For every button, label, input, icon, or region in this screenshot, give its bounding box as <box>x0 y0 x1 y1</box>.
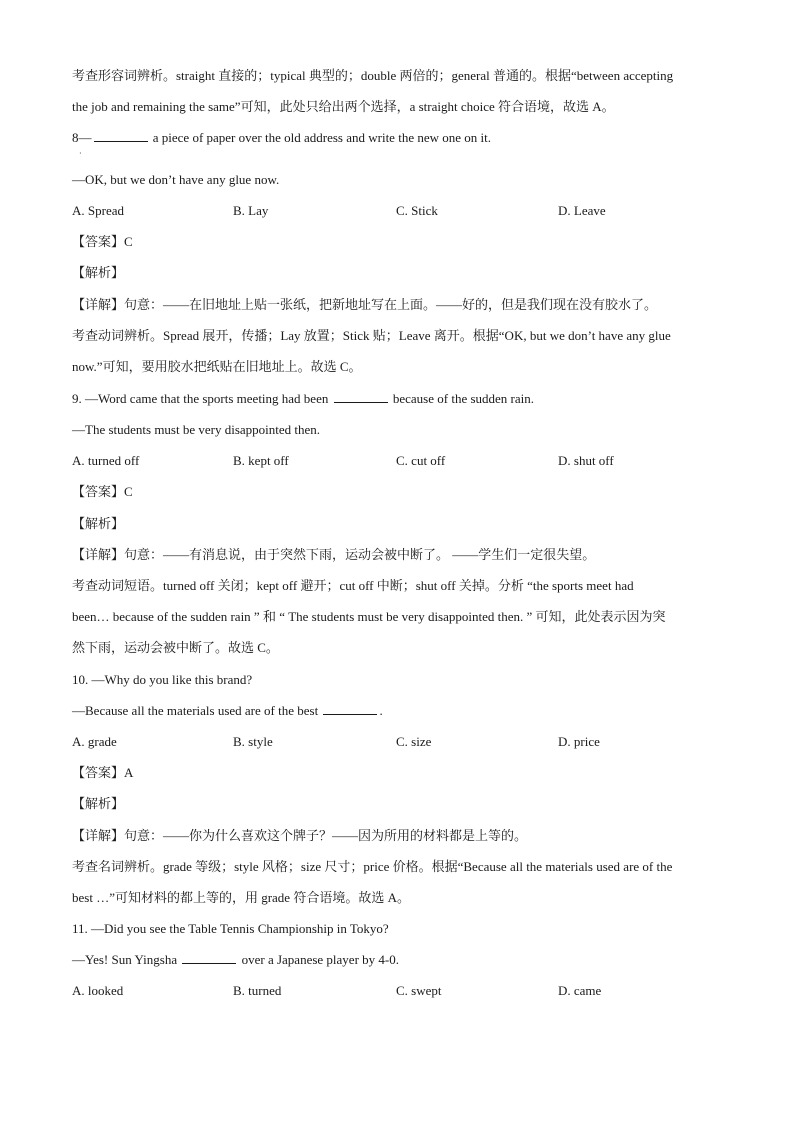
q9-detail: 【详解】句意：——有消息说，由于突然下雨，运动会被中断了。 ——学生们一定很失望。 <box>72 547 596 562</box>
q10-option-a: A. grade <box>72 734 117 749</box>
q11-option-a: A. looked <box>72 983 124 998</box>
q8-jiexi-label: 【解析】 <box>72 265 125 280</box>
q10-reply-post: . <box>379 703 383 718</box>
q8-number: 8 <box>72 130 79 145</box>
q8-stem-pre: — <box>78 130 92 145</box>
q10-reply-pre: —Because all the materials used are of the best <box>72 703 322 718</box>
q11-blank <box>182 951 236 964</box>
q9-reply: —The students must be very disappointed then. <box>72 422 321 437</box>
q8-analysis-line1: 考查动词辨析。Spread 展开，传播；Lay 放置；Stick 贴；Leave 离开。根据“OK, but we don’t have any glue <box>72 328 671 343</box>
q8-options <box>0 202 794 220</box>
q8-analysis-line2: now.”可知，要用胶水把纸贴在旧地址上。故选 C。 <box>72 359 362 374</box>
q9-answer: 【答案】C <box>72 484 133 499</box>
q11-option-d: D. came <box>558 983 602 998</box>
q10-option-d: D. price <box>558 734 600 749</box>
q8-blank <box>94 129 148 142</box>
q10-reply <box>72 702 732 720</box>
q11-reply-post: over a Japanese player by 4-0. <box>238 952 399 967</box>
q9-blank <box>334 390 388 403</box>
q10-detail: 【详解】句意：——你为什么喜欢这个牌子？——因为所用的材料都是上等的。 <box>72 828 528 843</box>
q9-stem-pre: 9. —Word came that the sports meeting had been <box>72 391 332 406</box>
q8-option-c: C. Stick <box>396 203 438 218</box>
q9-analysis-line3: 然下雨，运动会被中断了。故选 C。 <box>72 640 279 655</box>
q10-stem: 10. —Why do you like this brand? <box>72 672 253 687</box>
q9-options <box>0 452 794 470</box>
q8-option-d: D. Leave <box>558 203 606 218</box>
q8-reply: —OK, but we don’t have any glue now. <box>72 172 280 187</box>
q8-dot-mark: · <box>79 149 82 158</box>
q8-stem <box>72 129 732 147</box>
q10-answer: 【答案】A <box>72 765 134 780</box>
q8-detail: 【详解】句意：——在旧地址上贴一张纸，把新地址写在上面。——好的，但是我们现在没有胶水了。 <box>72 297 658 312</box>
q9-stem <box>72 390 732 408</box>
q10-analysis-line2: best …”可知材料的都上等的，用 grade 符合语境。故选 A。 <box>72 890 410 905</box>
q9-stem-post: because of the sudden rain. <box>389 391 534 406</box>
q11-reply <box>72 951 732 969</box>
q10-option-b: B. style <box>233 734 273 749</box>
q11-option-c: C. swept <box>396 983 442 998</box>
q9-option-d: D. shut off <box>558 453 614 468</box>
q11-stem: 11. —Did you see the Table Tennis Championship in Tokyo? <box>72 921 389 936</box>
q8-option-a: A. Spread <box>72 203 124 218</box>
q10-jiexi-label: 【解析】 <box>72 796 125 811</box>
q11-options <box>0 982 794 1000</box>
q10-blank <box>323 702 377 715</box>
q10-options <box>0 733 794 751</box>
q7-analysis-line1: 考查形容词辨析。straight 直接的；typical 典型的；double 两倍的；general 普通的。根据“between accepting <box>72 68 674 83</box>
q9-option-b: B. kept off <box>233 453 289 468</box>
q8-option-b: B. Lay <box>233 203 269 218</box>
q9-analysis-line1: 考查动词短语。turned off 关闭；kept off 避开；cut off 中断；shut off 关掉。分析 “the sports meet had <box>72 578 634 593</box>
q7-analysis-line2: the job and remaining the same”可知，此处只给出两个选择，a straight choice 符合语境，故选 A。 <box>72 99 615 114</box>
q9-jiexi-label: 【解析】 <box>72 516 125 531</box>
q10-option-c: C. size <box>396 734 432 749</box>
q9-analysis-line2: been… because of the sudden rain ” 和 “ The students must be very disappointed then. ” 可知，此处表示因为突 <box>72 609 666 624</box>
q8-stem-post: a piece of paper over the old address and write the new one on it. <box>149 130 491 145</box>
q9-option-a: A. turned off <box>72 453 140 468</box>
q10-analysis-line1: 考查名词辨析。grade 等级；style 风格；size 尺寸；price 价格。根据“Because all the materials used are of the <box>72 859 673 874</box>
q9-option-c: C. cut off <box>396 453 446 468</box>
q8-answer: 【答案】C <box>72 234 133 249</box>
q11-reply-pre: —Yes! Sun Yingsha <box>72 952 181 967</box>
q11-option-b: B. turned <box>233 983 282 998</box>
